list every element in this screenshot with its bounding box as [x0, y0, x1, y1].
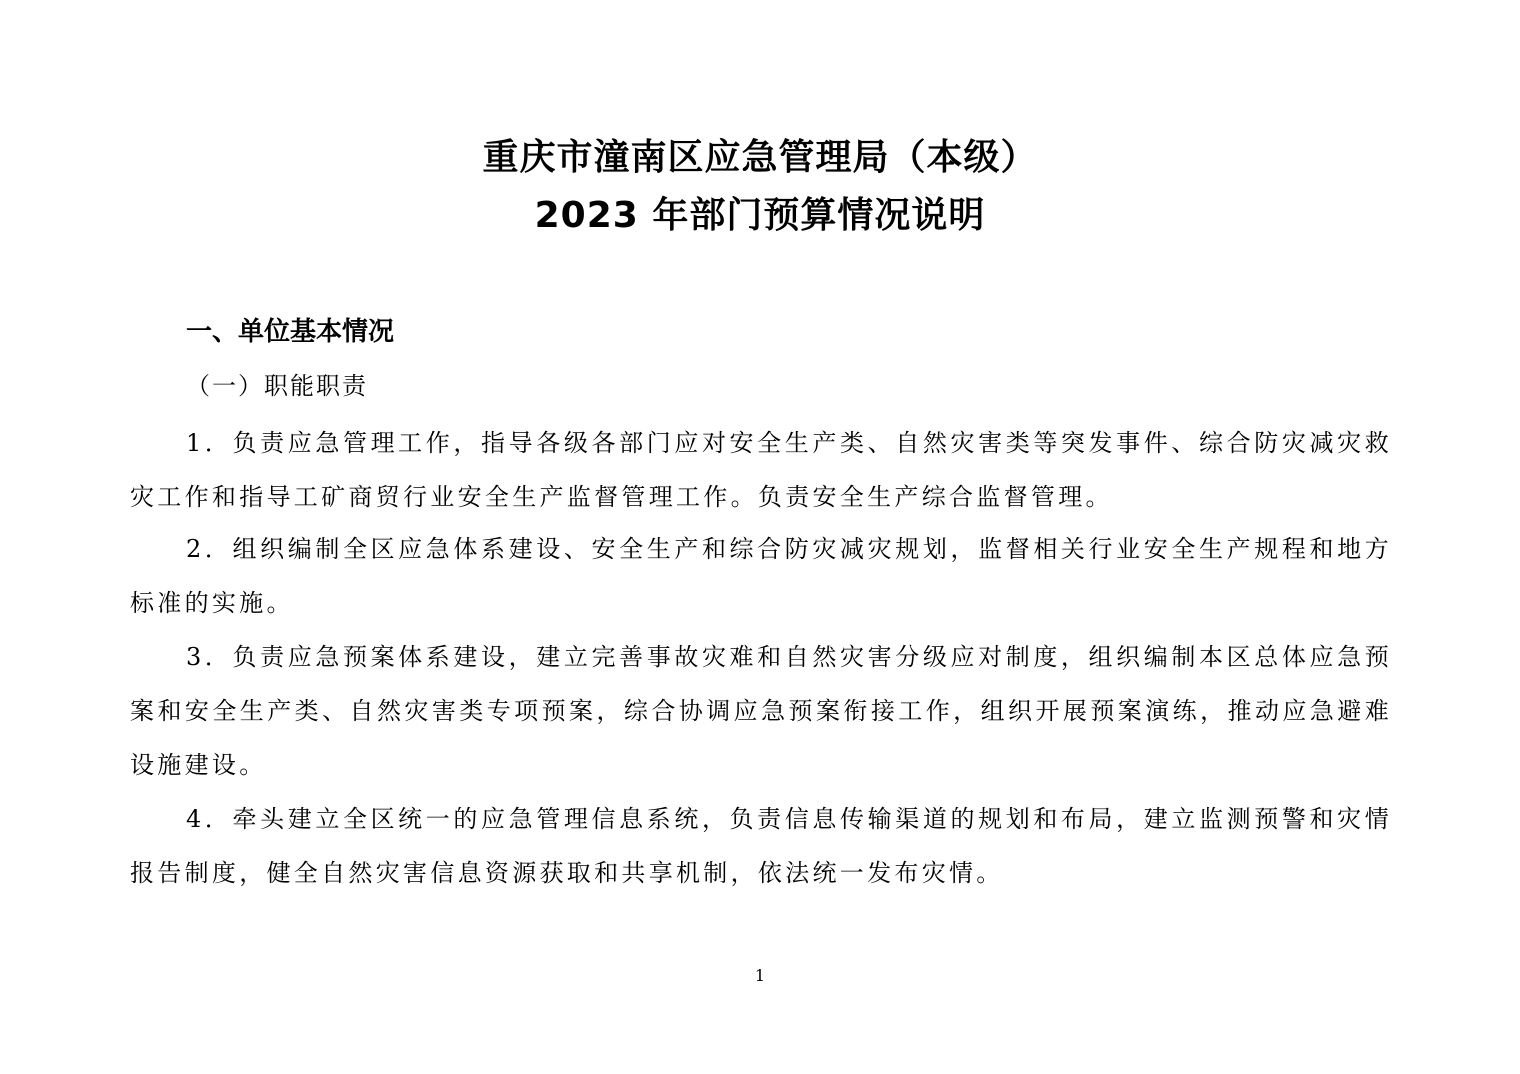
- paragraph-1: 1．负责应急管理工作，指导各级各部门应对安全生产类、自然灾害类等突发事件、综合防灾减灾救灾工作和指导工矿商贸行业安全生产监督管理工作。负责安全生产综合监督管理。: [130, 429, 1392, 511]
- paragraph-4: 4．牵头建立全区统一的应急管理信息系统，负责信息传输渠道的规划和布局，建立监测预警和灾情报告制度，健全自然灾害信息资源获取和共享机制，依法统一发布灾情。: [130, 805, 1392, 887]
- paragraph-2: 2．组织编制全区应急体系建设、安全生产和综合防灾减灾规划，监督相关行业安全生产规程和地方标准的实施。: [130, 535, 1392, 617]
- page-number: 1: [754, 966, 766, 985]
- document-title-line2: 2023 年部门预算情况说明: [534, 195, 986, 236]
- paragraph-3: 3．负责应急预案体系建设，建立完善事故灾难和自然灾害分级应对制度，组织编制本区总体应急预案和安全生产类、自然灾害类专项预案，综合协调应急预案衔接工作，组织开展预案演练，推动应急避难设施建设。: [130, 643, 1392, 779]
- document-title-line1: 重庆市潼南区应急管理局（本级）: [482, 137, 1038, 178]
- section-heading: 一、单位基本情况: [186, 317, 395, 347]
- subsection-heading: （一）职能职责: [186, 372, 368, 400]
